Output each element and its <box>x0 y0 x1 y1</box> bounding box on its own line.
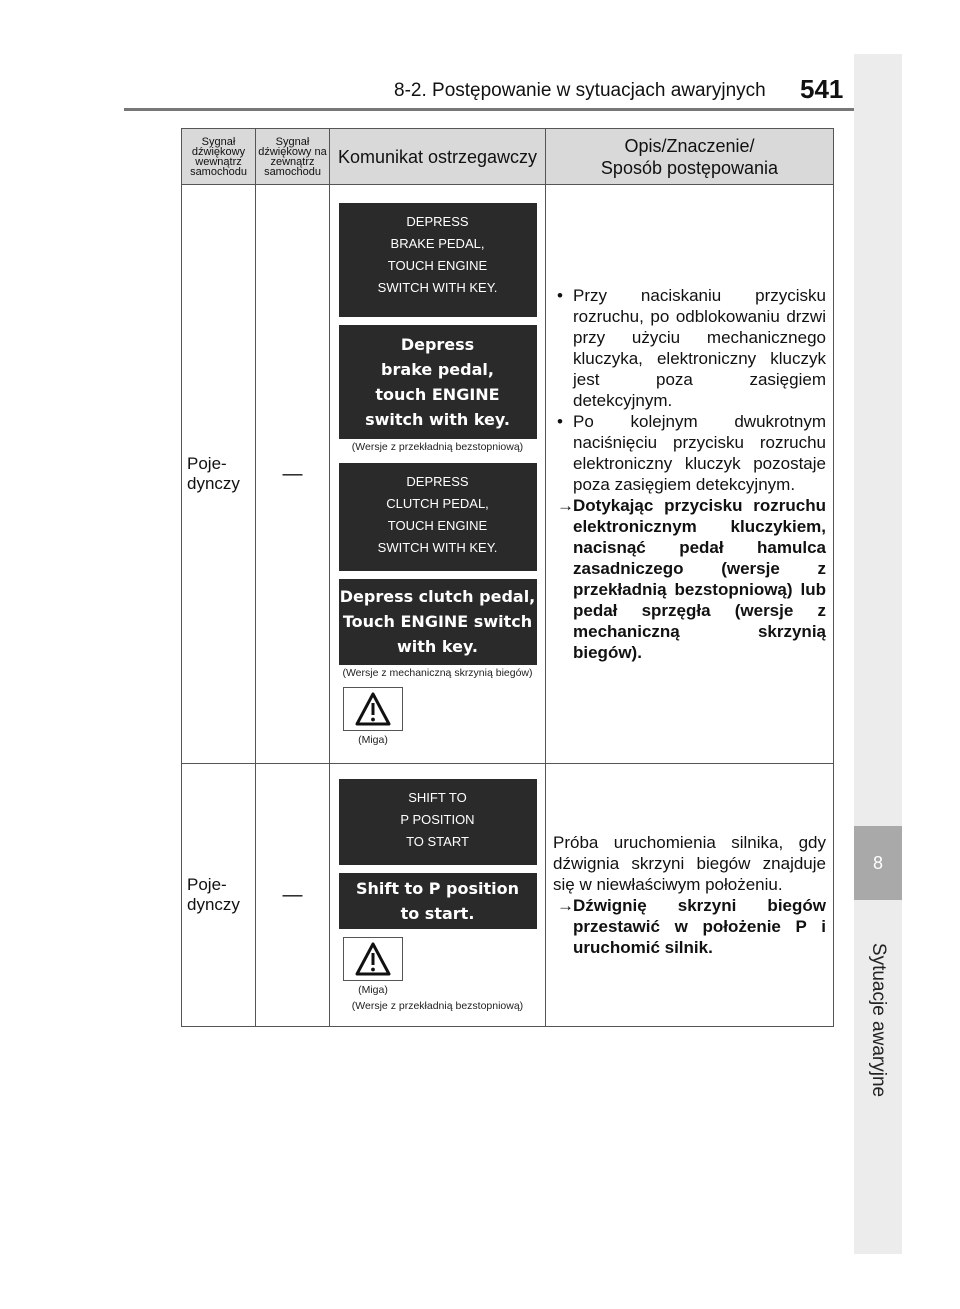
caption-cvt: (Wersje z przekładnią bezstopniową) <box>351 440 524 453</box>
message-line: SWITCH WITH KEY. <box>377 539 498 555</box>
message-display-mixed <box>339 579 537 665</box>
message-line: TO START <box>406 833 469 849</box>
description-action: Dźwignię skrzyni biegów przestawić w położenie P i uruchomić silnik. <box>573 896 826 957</box>
header-internal-buzzer: Sygnał dźwiękowy wewnątrz samochodu <box>182 129 256 185</box>
message-line: DEPRESS <box>406 473 469 489</box>
message-line: Depress clutch pedal, <box>339 587 536 606</box>
description-text: Próba uruchomienia silnika, gdy dźwignia skrzyni biegów znajduje się w niewłaściwym położeniu. <box>553 833 826 894</box>
arrow-right-icon: → <box>557 496 574 515</box>
message-line: with key. <box>397 637 478 656</box>
bullet-icon: • <box>557 412 563 431</box>
description-bullet: Przy naciskaniu przycisku rozruchu, po odblokowaniu drzwi przy użyciu mechanicznego kluczyka, elektroniczny kluczyk jest poza zasięgiem detekcyjnym. <box>573 286 826 410</box>
message-line: CLUTCH PEDAL, <box>386 495 489 511</box>
message-line: SWITCH WITH KEY. <box>377 279 498 295</box>
message-line: TOUCH ENGINE <box>387 517 488 533</box>
message-line: touch ENGINE <box>375 384 500 404</box>
warning-triangle-icon <box>343 687 403 731</box>
message-line: to start. <box>400 903 475 923</box>
header-external-buzzer: Sygnał dźwiękowy na zewnątrz samochodu <box>256 129 330 185</box>
message-line: P POSITION <box>400 811 475 827</box>
chapter-title-tab: Sytuacje awaryjne <box>868 942 889 1098</box>
description-action: Dotykając przycisku rozruchu elektronicznym kluczykiem, nacisnąć pedał hamulca zasadniczego (wersje z przekładnią bezstopniową) lub pedał sprzęgła (wersje z mechaniczną skrzynią biegów). <box>573 496 826 662</box>
warning-triangle-icon <box>343 937 403 981</box>
message-line: switch with key. <box>365 409 510 429</box>
caption-cvt: (Wersje z przekładnią bezstopniową) <box>351 999 524 1012</box>
internal-buzzer-cell <box>182 185 256 764</box>
message-line: brake pedal, <box>381 359 494 379</box>
section-title: 8-2. Postępowanie w sytuacjach awaryjnych <box>394 80 766 101</box>
message-display-mixed <box>339 873 537 929</box>
warning-message-table <box>181 128 834 1027</box>
message-line: Shift to P position <box>355 878 520 898</box>
table-row <box>182 764 834 1027</box>
external-buzzer-cell: — <box>256 185 330 764</box>
message-line: BRAKE PEDAL, <box>390 235 485 251</box>
message-display-mixed <box>339 325 537 439</box>
table-row <box>182 185 834 764</box>
header-divider <box>124 108 894 111</box>
header-description-line1: Opis/Znaczenie/ <box>624 135 755 156</box>
description-bullet: Po kolejnym dwukrotnym naciśnięciu przycisku rozruchu elektroniczny kluczyk pozostaje poza zasięgiem detekcyjnym. <box>573 412 826 494</box>
description-cell <box>546 185 834 764</box>
message-cell <box>330 185 546 764</box>
page-number: 541 <box>800 74 844 104</box>
message-line: Touch ENGINE switch <box>342 612 533 631</box>
message-line: DEPRESS <box>406 213 469 229</box>
internal-buzzer-value: Poje- dynczy <box>187 454 240 493</box>
bullet-icon: • <box>557 286 563 305</box>
external-buzzer-cell: — <box>256 764 330 1027</box>
internal-buzzer-value: Poje- dynczy <box>187 875 240 914</box>
header-warning-message: Komunikat ostrzegawczy <box>330 129 546 185</box>
message-display-caps <box>339 463 537 571</box>
caption-blink: (Miga) <box>358 983 388 996</box>
message-line: Depress <box>400 334 475 354</box>
table-header-row <box>182 129 834 185</box>
message-display-caps <box>339 779 537 865</box>
internal-buzzer-cell <box>182 764 256 1027</box>
header-description-line2: Sposób postępowania <box>600 157 779 178</box>
header-description <box>546 129 834 185</box>
message-line: SHIFT TO <box>408 789 467 805</box>
message-display-caps <box>339 203 537 317</box>
chapter-number-tab: 8 <box>854 826 902 900</box>
caption-manual: (Wersje z mechaniczną skrzynią biegów) <box>342 666 533 679</box>
message-cell <box>330 764 546 1027</box>
caption-blink: (Miga) <box>358 733 388 746</box>
message-line: TOUCH ENGINE <box>387 257 488 273</box>
description-cell <box>546 764 834 1027</box>
arrow-right-icon: → <box>557 896 574 915</box>
